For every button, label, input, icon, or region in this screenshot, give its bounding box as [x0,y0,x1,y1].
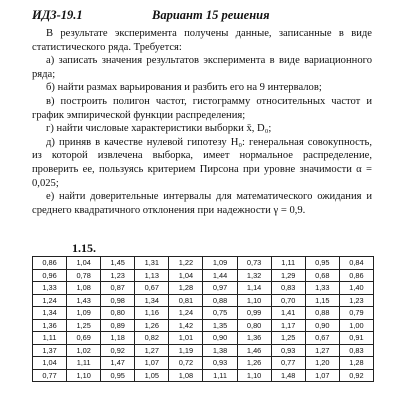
table-cell: 0,92 [101,344,135,357]
table-cell: 1,24 [169,307,203,320]
table-row [33,294,374,307]
table-cell: 0,95 [305,257,339,270]
table-cell: 1,19 [169,344,203,357]
table-cell: 1,20 [305,357,339,370]
table-cell: 1,47 [101,357,135,370]
table-cell: 0,88 [305,307,339,320]
table-cell: 1,18 [101,332,135,345]
table-cell: 1,26 [237,357,271,370]
table-cell: 0,96 [33,269,67,282]
task-item-d: г) найти числовые характеристики выборки x̄, D₀; [46,123,272,135]
table-cell: 1,34 [135,294,169,307]
table-cell: 1,07 [305,369,339,382]
table-cell: 0,78 [67,269,101,282]
table-cell: 1,11 [67,357,101,370]
table-cell: 0,80 [237,319,271,332]
table-cell: 1,35 [203,319,237,332]
table-cell: 1,04 [67,257,101,270]
table-cell: 0,89 [101,319,135,332]
table-cell: 0,99 [237,307,271,320]
task-item-f: е) найти доверительные интервалы для математического ожидания и среднего квадратичного отклонения при надежности γ = 0,9. [32,191,372,216]
table-cell: 1,16 [135,307,169,320]
table-cell: 1,10 [237,294,271,307]
table-cell: 1,02 [67,344,101,357]
table-cell: 0,87 [101,282,135,295]
table-cell: 0,67 [305,332,339,345]
table-row [33,282,374,295]
table-cell: 1,24 [33,294,67,307]
table-cell: 1,11 [33,332,67,345]
task-item-b: б) найти размах варьирования и разбить его на 9 интервалов; [46,82,322,94]
table-cell: 0,83 [271,282,305,295]
table-row [33,344,374,357]
table-cell: 1,32 [237,269,271,282]
task-item-a: а) записать значения результатов эксперимента в виде вариационного ряда; [32,55,372,80]
table-cell: 1,28 [339,357,373,370]
assignment-code: ИДЗ-19.1 [32,8,83,22]
table-cell: 0,93 [271,344,305,357]
table-cell: 1,28 [169,282,203,295]
table-cell: 0,92 [339,369,373,382]
table-cell: 1,05 [135,369,169,382]
table-row [33,307,374,320]
table-cell: 1,25 [67,319,101,332]
table-cell: 1,04 [33,357,67,370]
table-cell: 0,91 [339,332,373,345]
table-cell: 1,36 [237,332,271,345]
table-row [33,269,374,282]
table-cell: 0,90 [203,332,237,345]
table-cell: 1,01 [169,332,203,345]
table-cell: 0,83 [339,344,373,357]
table-cell: 0,73 [237,257,271,270]
table-row [33,319,374,332]
table-cell: 0,77 [271,357,305,370]
table-cell: 1,00 [339,319,373,332]
problem-number: 1.15. [72,241,96,255]
table-cell: 0,86 [339,269,373,282]
table-cell: 1,11 [271,257,305,270]
table-cell: 1,17 [271,319,305,332]
table-cell: 0,90 [305,319,339,332]
table-cell: 1,33 [33,282,67,295]
header [32,8,372,24]
table-cell: 0,98 [101,294,135,307]
table-cell: 1,43 [67,294,101,307]
table-cell: 1,41 [271,307,305,320]
table-cell: 1,26 [135,319,169,332]
table-cell: 0,67 [135,282,169,295]
variant-title: Вариант 15 решения [152,8,270,22]
table-cell: 0,95 [101,369,135,382]
table-cell: 1,27 [135,344,169,357]
table-cell: 0,97 [203,282,237,295]
table-cell: 0,84 [339,257,373,270]
table-cell: 0,77 [33,369,67,382]
table-cell: 1,13 [135,269,169,282]
table-cell: 1,38 [203,344,237,357]
task-item-c: в) построить полигон частот, гистограмму относительных частот и график эмпирической функции распределения; [32,95,372,121]
table-row [33,332,374,345]
table-cell: 1,14 [237,282,271,295]
table-cell: 1,33 [305,282,339,295]
table-cell: 1,15 [305,294,339,307]
task-intro: В результате эксперимента получены данные, записанные в виде статистического ряда. Требуется: [32,28,372,53]
table-cell: 1,42 [169,319,203,332]
table-cell: 1,10 [67,369,101,382]
table-cell: 0,81 [169,294,203,307]
table-cell: 0,79 [339,307,373,320]
table-cell: 0,70 [271,294,305,307]
table-cell: 0,80 [101,307,135,320]
table-cell: 0,82 [135,332,169,345]
table-cell: 0,86 [33,257,67,270]
task-item-e: д) приняв в качестве нулевой гипотезу H₀: генеральная совокупность, из которой извлечена выборка, имеет нормальное распределение, проверить ее, пользуясь критерием Пирсона при уровне значимости α = 0,025; [32,136,372,189]
table-row [33,357,374,370]
table-cell: 1,29 [271,269,305,282]
table-cell: 1,40 [339,282,373,295]
table-cell: 1,07 [135,357,169,370]
table-row [33,369,374,382]
table-cell: 1,36 [33,319,67,332]
table-cell: 1,31 [135,257,169,270]
table-cell: 1,10 [237,369,271,382]
table-cell: 1,22 [169,257,203,270]
table-cell: 1,11 [203,369,237,382]
table-cell: 0,93 [203,357,237,370]
table-row [33,257,374,270]
table-cell: 1,09 [203,257,237,270]
table-cell: 1,37 [33,344,67,357]
table-cell: 0,72 [169,357,203,370]
data-table [32,256,374,382]
table-cell: 0,75 [203,307,237,320]
table-cell: 1,46 [237,344,271,357]
table-cell: 1,34 [33,307,67,320]
table-cell: 0,68 [305,269,339,282]
table-cell: 1,23 [339,294,373,307]
table-cell: 1,08 [169,369,203,382]
table-cell: 1,48 [271,369,305,382]
table-cell: 0,88 [203,294,237,307]
table-cell: 1,09 [67,307,101,320]
table-cell: 1,44 [203,269,237,282]
table-cell: 1,45 [101,257,135,270]
table-cell: 1,27 [305,344,339,357]
table-cell: 1,04 [169,269,203,282]
task-text [32,27,372,217]
table-cell: 1,25 [271,332,305,345]
table-cell: 1,23 [101,269,135,282]
table-cell: 1,08 [67,282,101,295]
table-cell: 0,69 [67,332,101,345]
